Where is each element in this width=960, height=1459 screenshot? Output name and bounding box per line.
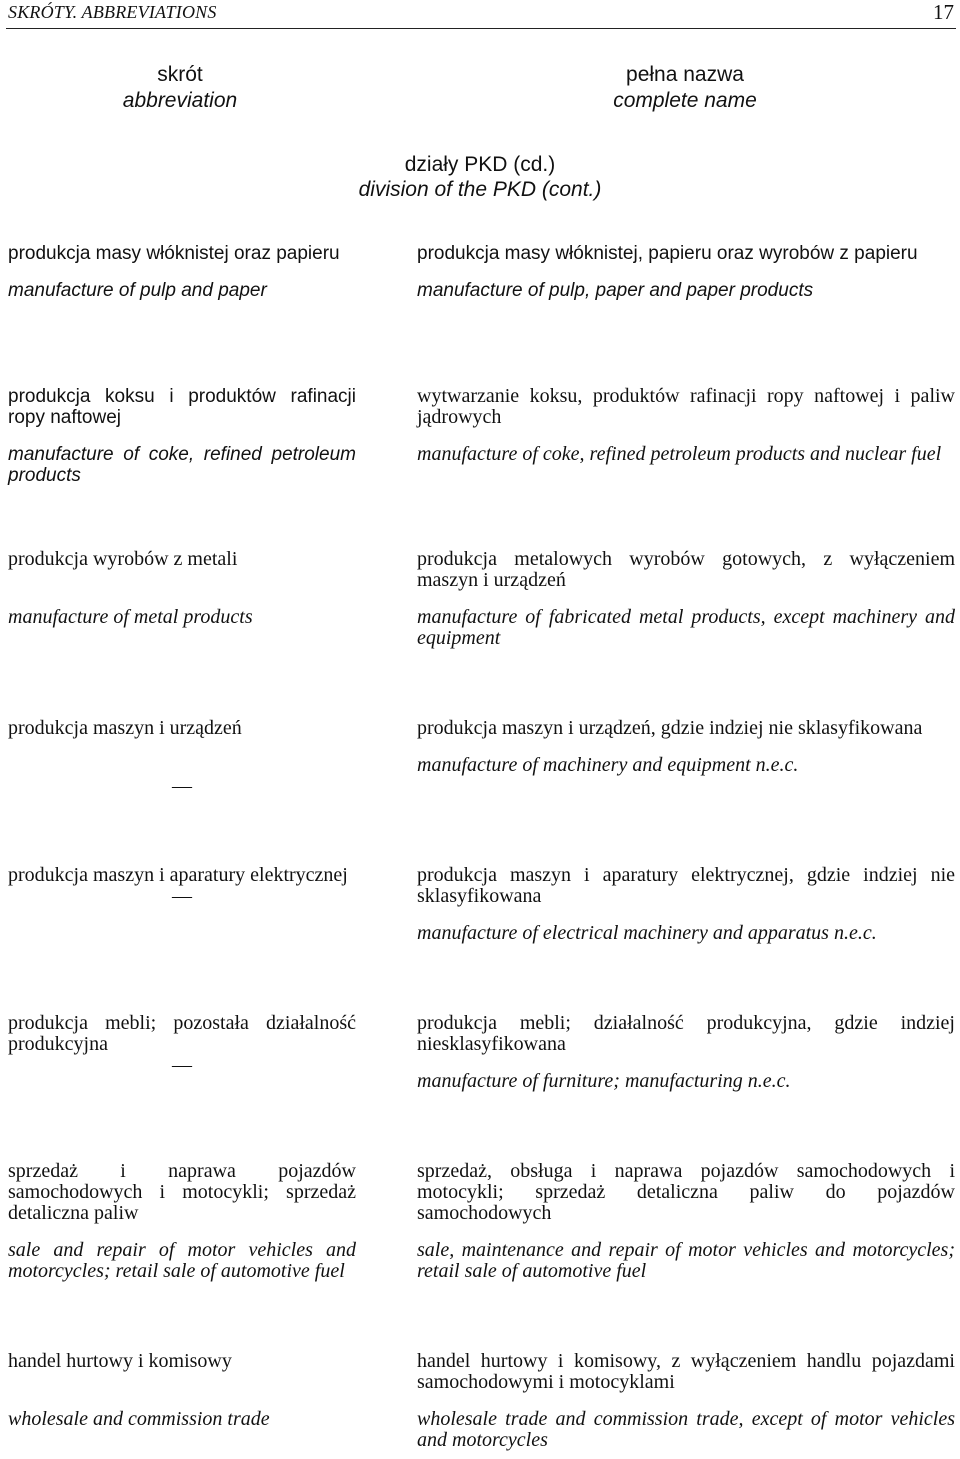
full-name-en: manufacture of pulp, paper and paper products (417, 280, 814, 301)
column-header-short-pl: skrót (157, 63, 203, 86)
short-name-en: manufacture of metal products (8, 606, 253, 628)
page-header (6, 0, 956, 29)
short-name-pl: sprzedaż i naprawa pojazdów samochodowych i motocykli; sprzedaż detaliczna paliw (8, 1160, 356, 1224)
short-name-pl: produkcja mebli; pozostała działalność produkcyjna (8, 1012, 356, 1055)
short-name-en: sale and repair of motor vehicles and motorcycles; retail sale of automotive fuel (8, 1239, 356, 1282)
dash-placeholder: — (172, 775, 192, 797)
short-name-en: manufacture of coke, refined petroleum products (8, 444, 356, 486)
entry-full (417, 549, 955, 649)
column-header-full-pl: pełna nazwa (626, 63, 744, 86)
short-name-pl: produkcja maszyn i urządzeń (8, 717, 242, 739)
running-title: SKRÓTY. ABBREVIATIONS (8, 2, 217, 22)
section-heading (0, 152, 960, 202)
short-name-pl: handel hurtowy i komisowy (8, 1350, 232, 1372)
entry-full (417, 1161, 955, 1282)
full-name-pl: sprzedaż, obsługa i naprawa pojazdów samochodowych i motocykli; sprzedaż detaliczna paliw do pojazdów samochodowych (417, 1160, 955, 1224)
short-name-pl: produkcja koksu i produktów rafinacji ropy naftowej (8, 386, 356, 428)
entry-short (8, 386, 356, 486)
entry-short (8, 1351, 356, 1430)
entry-full (417, 386, 955, 465)
full-name-pl: produkcja masy włóknistej, papieru oraz wyrobów z papieru (417, 243, 918, 264)
full-name-en: sale, maintenance and repair of motor vehicles and motorcycles; retail sale of automotive fuel (417, 1239, 955, 1282)
full-name-en: manufacture of furniture; manufacturing n.e.c. (417, 1070, 791, 1092)
full-name-pl: wytwarzanie koksu, produktów rafinacji ropy naftowej i paliw jądrowych (417, 385, 955, 428)
entry-full (417, 1013, 955, 1092)
entry-full (417, 243, 955, 301)
short-name-en: manufacture of pulp and paper (8, 280, 267, 301)
column-header-short-en: abbreviation (122, 89, 238, 112)
column-header-full (560, 62, 810, 114)
full-name-pl: handel hurtowy i komisowy, z wyłączeniem handlu pojazdami samochodowymi i motocyklami (417, 1350, 955, 1393)
full-name-en: manufacture of fabricated metal products, except machinery and equipment (417, 606, 955, 649)
column-header-full-en: complete name (613, 89, 757, 112)
full-name-pl: produkcja maszyn i aparatury elektrycznej, gdzie indziej nie sklasyfikowana (417, 864, 955, 907)
dash-placeholder: — (172, 1054, 192, 1076)
section-heading-pl: działy PKD (cd.) (404, 153, 556, 176)
short-name-pl: produkcja wyrobów z metali (8, 548, 238, 570)
entry-short (8, 718, 356, 797)
entry-short (8, 1013, 356, 1076)
entry-full (417, 718, 955, 776)
short-name-pl: produkcja maszyn i aparatury elektrycznej (8, 864, 348, 886)
entry-full (417, 1351, 955, 1451)
entry-short (8, 865, 356, 907)
full-name-en: wholesale trade and commission trade, except of motor vehicles and motorcycles (417, 1408, 955, 1451)
section-heading-en: division of the PKD (cont.) (358, 178, 602, 201)
entry-short (8, 549, 356, 628)
full-name-pl: produkcja mebli; działalność produkcyjna, gdzie indziej niesklasyfikowana (417, 1012, 955, 1055)
page-number: 17 (933, 0, 954, 24)
full-name-en: manufacture of coke, refined petroleum products and nuclear fuel (417, 443, 942, 465)
full-name-pl: produkcja metalowych wyrobów gotowych, z wyłączeniem maszyn i urządzeń (417, 548, 955, 591)
full-name-pl: produkcja maszyn i urządzeń, gdzie indziej nie sklasyfikowana (417, 717, 923, 739)
short-name-en: wholesale and commission trade (8, 1408, 270, 1430)
entry-full (417, 865, 955, 944)
column-header-short (60, 62, 300, 114)
dash-placeholder: — (172, 885, 192, 907)
full-name-en: manufacture of electrical machinery and apparatus n.e.c. (417, 922, 877, 944)
entry-short (8, 1161, 356, 1282)
entry-short (8, 243, 356, 301)
full-name-en: manufacture of machinery and equipment n.e.c. (417, 754, 799, 776)
short-name-pl: produkcja masy włóknistej oraz papieru (8, 243, 340, 264)
